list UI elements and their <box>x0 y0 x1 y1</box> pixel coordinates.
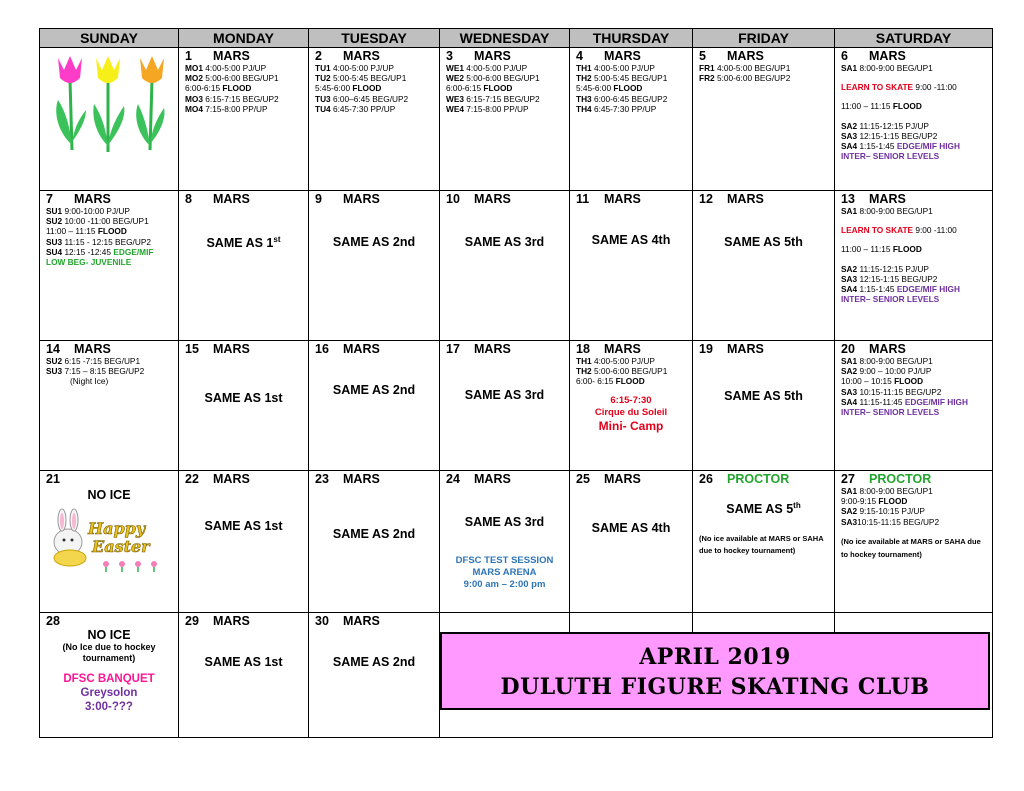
session-level: EDGE/MIF HIGH INTER– SENIOR LEVELS <box>841 141 960 162</box>
day-number: 9 <box>315 192 322 206</box>
same-as-label: SAME AS 1st <box>204 519 283 533</box>
same-as-label: SAME AS 1st <box>204 391 283 405</box>
session-time: 12:15-1:15 BEG/UP2 <box>857 273 938 284</box>
session-code: SA2 <box>841 366 858 377</box>
same-as-label: SAME AS 3rd <box>464 388 545 402</box>
easter-bunny-illustration <box>44 506 174 572</box>
day-13 <box>835 191 992 341</box>
flood-time: 11:00 – 11:15 <box>46 226 98 237</box>
month-title-banner <box>440 632 990 710</box>
day-12 <box>693 191 835 341</box>
flood-time: 6:00- 6:15 <box>576 376 616 387</box>
flood-time: 10:00 – 10:15 <box>841 376 895 387</box>
flood-label: FLOOD <box>222 83 252 94</box>
club-name: DULUTH FIGURE SKATING CLUB <box>500 674 930 700</box>
rink-name: MARS <box>604 472 641 486</box>
session-time: 6:00–6:45 BEG/UP2 <box>330 93 409 104</box>
rink-name: MARS <box>869 192 906 206</box>
day-number: 20 <box>841 342 855 356</box>
session-time: 4:00-5:00 PJ/UP <box>463 63 528 73</box>
session-time: 6:15 -7:15 BEG/UP1 <box>62 356 141 366</box>
session-code: MO1 <box>185 63 203 73</box>
session-code: SA3 <box>841 130 858 141</box>
day-3 <box>440 48 570 191</box>
day-number: 16 <box>315 342 329 356</box>
day-6 <box>835 48 992 191</box>
session-code: WE4 <box>446 103 464 114</box>
session-time: 7:15-8:00 PP/UP <box>202 103 268 114</box>
day-number: 5 <box>699 49 706 63</box>
rink-name: PROCTOR <box>869 472 932 486</box>
banquet-time: 3:00-??? <box>85 701 133 713</box>
rink-name: MARS <box>213 49 250 63</box>
tulip-orange-icon <box>140 56 164 83</box>
session-time: 6:45-7:30 PP/UP <box>591 103 657 114</box>
tulip-pink-icon <box>58 56 82 83</box>
header-monday: MONDAY <box>179 29 309 47</box>
session-code: TU4 <box>315 103 331 114</box>
day-25 <box>570 471 693 613</box>
session-time: 4:00-5:00 PJ/UP <box>202 63 267 73</box>
day-empty <box>835 613 992 633</box>
day-27 <box>835 471 992 613</box>
same-as-label: SAME AS 4th <box>591 233 671 247</box>
day-number: 6 <box>841 49 848 63</box>
session-code: SA4 <box>841 141 858 152</box>
flood-label: FLOOD <box>894 376 924 387</box>
session-time: 12:15 -12:45 <box>62 246 114 257</box>
day-16 <box>309 341 440 471</box>
day-number: 15 <box>185 342 199 356</box>
day-14 <box>40 341 179 471</box>
day-number: 28 <box>46 614 60 628</box>
header-wednesday: WEDNESDAY <box>440 29 570 47</box>
day-number: 2 <box>315 49 322 63</box>
no-ice-label: NO ICE <box>87 488 131 502</box>
rink-name: MARS <box>213 472 250 486</box>
day-29 <box>179 613 309 737</box>
session-code: SA3 <box>841 273 858 284</box>
day-23 <box>309 471 440 613</box>
day-number: 27 <box>841 472 855 486</box>
session-code: MO3 <box>185 93 203 104</box>
rink-name: MARS <box>74 192 111 206</box>
day-11 <box>570 191 693 341</box>
session-time: 8:00-9:00 BEG/UP1 <box>857 63 933 73</box>
day-17 <box>440 341 570 471</box>
same-as-label: SAME AS 2nd <box>332 527 416 541</box>
test-session-time: 9:00 am – 2:00 pm <box>463 579 546 590</box>
day-number: 12 <box>699 192 713 206</box>
day-number: 29 <box>185 614 199 628</box>
flood-time: 6:00-6:15 <box>185 83 223 94</box>
same-as-label: SAME AS 2nd <box>332 655 416 669</box>
flood-label: FLOOD <box>483 83 513 94</box>
session-code: SA4 <box>841 396 858 407</box>
no-ice-note: (No ice available at MARS or SAHA due to hockey tournament) <box>699 534 824 555</box>
flood-label: FLOOD <box>352 83 382 94</box>
banquet-location: Greysolon <box>80 687 138 699</box>
session-time: 11:15-12:15 PJ/UP <box>857 263 929 274</box>
day-18 <box>570 341 693 471</box>
day-24 <box>440 471 570 613</box>
same-as-label: SAME AS 5th <box>724 235 803 249</box>
session-code: SU2 <box>46 216 63 227</box>
day-22 <box>179 471 309 613</box>
session-time: 9:00-10:00 PJ/UP <box>62 206 130 216</box>
same-as-label: SAME AS 3rd <box>464 235 545 249</box>
session-code: SU3 <box>46 366 63 377</box>
rink-name: PROCTOR <box>727 472 790 486</box>
no-ice-note: (No Ice due to hockey tournament) <box>62 642 156 663</box>
session-code: TH3 <box>576 93 592 104</box>
session-code: SA3 <box>841 386 858 397</box>
session-time: 6:15-7:15 BEG/UP2 <box>463 93 540 104</box>
rink-name: MARS <box>604 192 641 206</box>
day-number: 3 <box>446 49 453 63</box>
day-number: 4 <box>576 49 583 63</box>
header-friday: FRIDAY <box>693 29 835 47</box>
rink-name: MARS <box>474 49 511 63</box>
day-number: 11 <box>576 192 590 206</box>
day-number: 8 <box>185 192 192 206</box>
learn-to-skate-label: LEARN TO SKATE <box>841 225 914 236</box>
session-time: 8:00-9:00 BEG/UP1 <box>857 356 933 366</box>
day-number: 7 <box>46 192 53 206</box>
session-time: 5:00-6:00 BEG/UP1 <box>202 73 279 84</box>
same-as-label: SAME AS 3rd <box>464 515 545 529</box>
session-time: 6:00-6:45 BEG/UP2 <box>591 93 668 104</box>
day-number: 13 <box>841 192 855 206</box>
session-code: SA2 <box>841 263 858 274</box>
tulips-illustration <box>46 50 171 160</box>
flood-label: FLOOD <box>892 244 922 255</box>
session-code: FR1 <box>699 63 715 73</box>
session-level: EDGE/MIF HIGH INTER– SENIOR LEVELS <box>841 396 968 418</box>
rink-name: MARS <box>727 49 764 63</box>
day-5 <box>693 48 835 191</box>
same-as-label: SAME AS 2nd <box>332 383 416 397</box>
day-8 <box>179 191 309 341</box>
session-time: 4:00-5:00 BEG/UP1 <box>714 63 791 73</box>
session-code: TH4 <box>576 103 592 114</box>
session-time: 9:00 – 10:00 PJ/UP <box>857 366 932 377</box>
rink-name: MARS <box>727 192 764 206</box>
rink-name: MARS <box>213 192 250 206</box>
day-number: 19 <box>699 342 713 356</box>
rink-name: MARS <box>343 49 380 63</box>
session-code: TH2 <box>576 366 592 377</box>
session-time: 1:15-1:45 <box>857 141 897 152</box>
session-code: SA1 <box>841 63 858 73</box>
rink-name: MARS <box>604 49 641 63</box>
session-code: MO2 <box>185 73 203 84</box>
day-number: 21 <box>46 472 60 486</box>
session-code: SA2 <box>841 506 858 517</box>
header-tuesday: TUESDAY <box>309 29 440 47</box>
session-time: 10:15-11:15 BEG/UP2 <box>857 386 942 397</box>
header-sunday: SUNDAY <box>40 29 179 47</box>
rink-name: MARS <box>869 342 906 356</box>
session-time: 5:00-5:45 BEG/UP1 <box>330 73 407 84</box>
flood-label: FLOOD <box>97 226 127 237</box>
session-time: 10:15-11:15 BEG/UP2 <box>857 516 940 527</box>
day-number: 24 <box>446 472 460 486</box>
session-code: FR2 <box>699 73 715 84</box>
session-code: TU3 <box>315 93 331 104</box>
session-time: 5:00-5:45 BEG/UP1 <box>591 73 668 84</box>
same-as-label: SAME AS 5th <box>724 389 803 403</box>
session-code: SA4 <box>841 284 858 295</box>
session-time: 9:15-10:15 PJ/UP <box>857 506 925 517</box>
flood-label: FLOOD <box>615 376 645 387</box>
session-time: 12:15-1:15 BEG/UP2 <box>857 130 938 141</box>
flood-time: 11:00 – 11:15 <box>841 244 893 255</box>
no-ice-label: NO ICE <box>87 628 131 642</box>
day-15 <box>179 341 309 471</box>
event-name: Cirque du Soleil <box>594 406 668 418</box>
session-time: 5:00-6:00 BEG/UP2 <box>714 73 791 84</box>
session-code: SA1 <box>841 486 858 496</box>
day-number: 10 <box>446 192 460 206</box>
day-4 <box>570 48 693 191</box>
session-time: 10:00 -11:00 BEG/UP1 <box>62 216 149 227</box>
banquet-title: DFSC BANQUET <box>63 673 155 685</box>
session-code: TH1 <box>576 63 592 73</box>
session-code: SA2 <box>841 120 858 131</box>
day-19 <box>693 341 835 471</box>
day-number: 18 <box>576 342 590 356</box>
session-code: MO4 <box>185 103 203 114</box>
session-code: SU4 <box>46 246 63 257</box>
same-as-label: SAME AS 1 <box>206 236 274 251</box>
rink-name: MARS <box>74 342 111 356</box>
session-time: 4:00-5:00 PJ/UP <box>591 356 655 366</box>
rink-name: MARS <box>869 49 906 63</box>
rink-name: MARS <box>727 342 764 356</box>
flood-time: 5:45-6:00 <box>315 83 353 94</box>
session-time: 5:00-6:00 BEG/UP1 <box>591 366 668 377</box>
session-time: 8:00-9:00 BEG/UP1 <box>857 486 933 496</box>
session-time: 9:00 -11:00 <box>913 82 957 93</box>
test-session-location: MARS ARENA <box>472 567 537 578</box>
rink-name: MARS <box>604 342 641 356</box>
same-as-label: SAME AS 2nd <box>332 235 416 249</box>
rink-name: MARS <box>343 192 380 206</box>
day-number: 30 <box>315 614 329 628</box>
no-ice-note: (No ice available at MARS or SAHA due to hockey tournament) <box>841 536 981 559</box>
session-time: 7:15-8:00 PP/UP <box>463 103 529 114</box>
day-number: 14 <box>46 342 60 356</box>
day-2 <box>309 48 440 191</box>
weekday-header-row <box>40 29 992 48</box>
day-empty <box>440 613 570 633</box>
flood-time: 11:00 – 11:15 <box>841 101 893 112</box>
day-7 <box>40 191 179 341</box>
session-code: WE3 <box>446 93 464 104</box>
session-code: TH2 <box>576 73 592 84</box>
day-21 <box>40 471 179 613</box>
day-number: 22 <box>185 472 199 486</box>
session-code: TU2 <box>315 73 331 84</box>
test-session-title: DFSC TEST SESSION <box>455 555 554 566</box>
session-time: 5:00-6:00 BEG/UP1 <box>463 73 540 84</box>
session-code: SA3 <box>841 516 858 527</box>
flood-time: 5:45-6:00 <box>576 83 614 94</box>
day-9 <box>309 191 440 341</box>
night-ice-note: (Night Ice) <box>70 376 109 387</box>
day-28 <box>40 613 179 737</box>
session-time: 11:15 - 12:15 BEG/UP2 <box>62 236 151 247</box>
happy-text: Happy <box>88 519 146 539</box>
same-as-label: SAME AS 4th <box>591 521 671 535</box>
session-level: EDGE/MIF HIGH INTER– SENIOR LEVELS <box>841 284 960 305</box>
same-as-label: SAME AS 5 <box>726 502 794 517</box>
rink-name: MARS <box>343 614 380 628</box>
session-code: WE2 <box>446 73 464 84</box>
flood-label: FLOOD <box>878 496 908 507</box>
session-code: SA1 <box>841 356 858 366</box>
rink-name: MARS <box>343 342 380 356</box>
ordinal-suffix: st <box>273 235 281 244</box>
session-time: 11:15-11:45 <box>857 396 905 407</box>
event-subtitle: Mini- Camp <box>598 418 664 433</box>
session-code: WE1 <box>446 63 464 73</box>
session-time: 4:00-5:00 PJ/UP <box>330 63 394 73</box>
easter-text: Easter <box>92 537 150 557</box>
flood-label: FLOOD <box>613 83 643 94</box>
day-10 <box>440 191 570 341</box>
day-20 <box>835 341 992 471</box>
header-thursday: THURSDAY <box>570 29 693 47</box>
session-code: SU3 <box>46 236 63 247</box>
rink-name: MARS <box>474 472 511 486</box>
session-code: SU2 <box>46 356 63 366</box>
flood-time: 9:00-9:15 <box>841 496 879 507</box>
same-as-label: SAME AS 1st <box>204 655 283 669</box>
day-empty <box>40 48 179 191</box>
session-time: 6:45-7:30 PP/UP <box>330 103 396 114</box>
tulip-yellow-icon <box>96 56 120 83</box>
day-empty <box>693 613 835 633</box>
day-number: 25 <box>576 472 590 486</box>
learn-to-skate-label: LEARN TO SKATE <box>841 82 914 93</box>
event-time: 6:15-7:30 <box>610 394 652 406</box>
day-30 <box>309 613 440 737</box>
day-empty <box>570 613 693 633</box>
day-number: 26 <box>699 472 713 486</box>
rink-name: MARS <box>213 342 250 356</box>
day-number: 17 <box>446 342 460 356</box>
session-time: 8:00-9:00 BEG/UP1 <box>857 206 933 216</box>
header-saturday: SATURDAY <box>875 30 952 46</box>
session-time: 7:15 – 8:15 BEG/UP2 <box>62 366 145 377</box>
session-time: 4:00-5:00 PJ/UP <box>591 63 655 73</box>
day-1 <box>179 48 309 191</box>
flood-time: 6:00-6:15 <box>446 83 484 94</box>
rink-name: MARS <box>343 472 380 486</box>
day-26 <box>693 471 835 613</box>
session-code: TU1 <box>315 63 331 73</box>
rink-name: MARS <box>474 192 511 206</box>
session-time: 9:00 -11:00 <box>913 225 957 236</box>
rink-name: MARS <box>474 342 511 356</box>
flood-label: FLOOD <box>892 101 922 112</box>
day-number: 1 <box>185 49 192 63</box>
session-code: TH1 <box>576 356 592 366</box>
session-time: 1:15-1:45 <box>857 284 897 295</box>
ordinal-suffix: th <box>793 501 801 510</box>
session-level: EDGE/MIF LOW BEG- JUVENILE <box>46 246 154 268</box>
day-number: 23 <box>315 472 329 486</box>
session-time: 11:15-12:15 PJ/UP <box>857 120 929 131</box>
rink-name: MARS <box>213 614 250 628</box>
session-code: SA1 <box>841 206 858 216</box>
session-time: 6:15-7:15 BEG/UP2 <box>202 93 279 104</box>
month-title: APRIL 2019 <box>639 644 791 670</box>
session-code: SU1 <box>46 206 63 216</box>
